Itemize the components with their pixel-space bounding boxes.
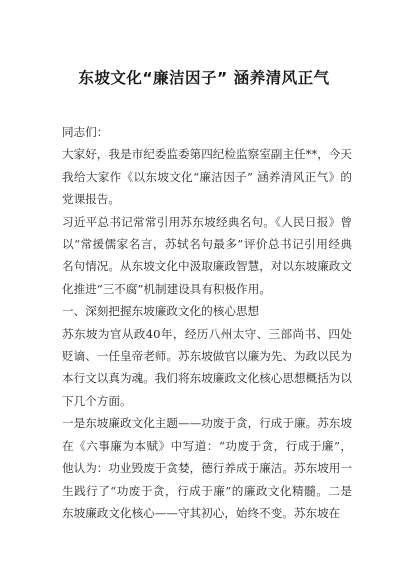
salutation-paragraph: 同志们：	[62, 125, 109, 139]
background-paragraph: 习近平总书记常常引用苏东坡经典名句。《人民日报》曾以“常援儒家名言，苏轼名句最多”评价总书记引用经典名句情况。从东坡文化中汲取廉政智慧，对以东坡廉政文化推进“三不腐”机制建设具有积极作用。	[62, 214, 352, 296]
document-title: 东坡文化“廉洁因子” 涵养清风正气	[78, 69, 330, 87]
intro-paragraph: 大家好，我是市纪委监委第四纪检监察室副主任**，今天我给大家作《以东坡文化“廉洁因子” 涵养清风正气》的党课报告。	[62, 147, 352, 207]
career-paragraph: 苏东坡为官从政40年，经历八州太守、三部尚书、四处贬谪、一任皇帝老师。苏东坡做官以廉为先、为政以民为本行文以真为魂。我们将东坡廉政文化核心思想概括为以下几个方面。	[62, 326, 352, 408]
document-body	[62, 121, 352, 524]
core-ideas-paragraph: 一是东坡廉政文化主题——功废于贪，行成于廉。苏东坡在《六事廉为本赋》中写道：“功废于贪，行成于廉”，他认为：功业毁废于贪婪，德行养成于廉洁。苏东坡用一生践行了“功废于贪，行成于廉”的廉政文化精髓。二是东坡廉政文化核心——守其初心，始终不变。苏东坡在	[62, 416, 352, 520]
section-heading: 一、深刻把握东坡廉政文化的核心思想	[62, 304, 260, 319]
